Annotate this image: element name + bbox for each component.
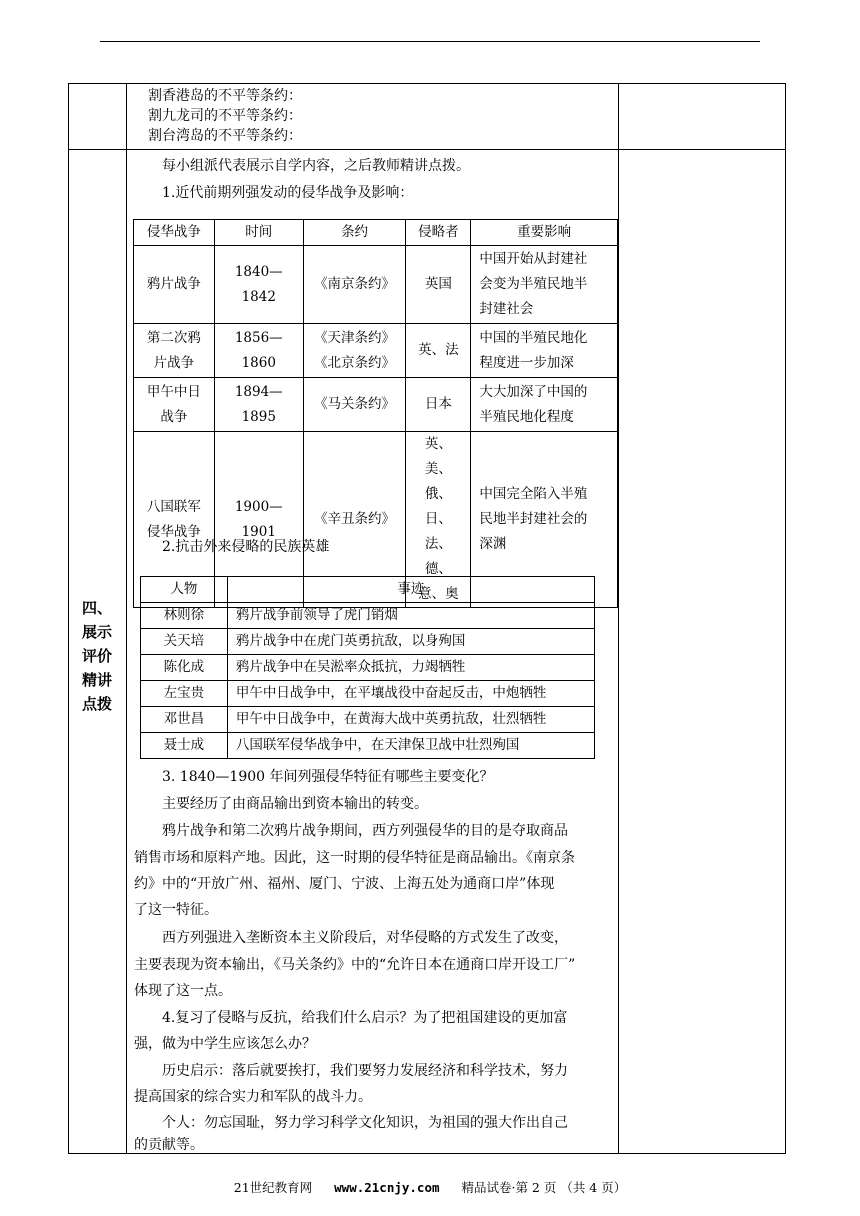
section-label-line: 精讲 xyxy=(81,671,112,689)
q3-line: 销售市场和原料产地。因此，这一时期的侵华特征是商品输出。《南京条 xyxy=(134,850,575,866)
q3-line: 约》中的“开放广州、福州、厦门、宁波、上海五处为通商口岸”体现 xyxy=(134,876,555,892)
hero-name: 邓世昌 xyxy=(141,707,228,733)
header-cell: 条约 xyxy=(303,220,406,246)
impact-cell xyxy=(471,324,618,378)
impact-line: 中国开始从封建社 xyxy=(479,251,588,267)
treaty-cell xyxy=(303,246,406,324)
footer-site-link[interactable]: www.21cnjy.com xyxy=(334,1180,440,1195)
q1-title: 1.近代前期列强发动的侵华战争及影响： xyxy=(162,185,414,201)
header-cell: 侵华战争 xyxy=(134,220,215,246)
impact-line: 会变为半殖民地半 xyxy=(479,276,588,292)
hero-name: 左宝贵 xyxy=(141,681,228,707)
section-label-line: 四、 xyxy=(81,599,112,617)
hero-name: 聂士成 xyxy=(141,733,228,759)
war-cell xyxy=(134,246,215,324)
impact-line: 中国的半殖民地化 xyxy=(479,329,588,346)
time-cell: 1900—1901 xyxy=(214,432,303,608)
hero-deed: 甲午中日战争中，在黄海大战中英勇抗敌，壮烈牺牲 xyxy=(227,707,594,733)
hero-deed: 鸦片战争前领导了虎门销烟 xyxy=(227,603,594,629)
hero-deed: 鸦片战争中在吴淞率众抵抗，力竭牺牲 xyxy=(227,655,594,681)
hero-deed: 八国联军侵华战争中，在天津保卫战中壮烈殉国 xyxy=(227,733,594,759)
hero-table xyxy=(140,576,595,759)
war-name: 第二次鸦 xyxy=(146,329,201,346)
impact-line: 程度进一步加深 xyxy=(479,354,574,371)
treaty-name: 《北京条约》 xyxy=(314,354,396,371)
invader-name: 法、德、 xyxy=(424,536,452,577)
impact-line: 深渊 xyxy=(479,536,507,552)
hero-deed: 甲午中日战争中，在平壤战役中奋起反击，中炮牺牲 xyxy=(227,681,594,707)
header-rule xyxy=(100,41,760,42)
table-row xyxy=(134,246,618,324)
header-cell: 时间 xyxy=(214,220,303,246)
war-cell xyxy=(134,324,215,378)
treaty-name: 《天津条约》 xyxy=(314,329,396,346)
table-row xyxy=(141,629,595,655)
impact-line: 半殖民地化程度 xyxy=(479,408,574,425)
invader-name: 英、法 xyxy=(418,342,459,358)
section-label-line: 点拨 xyxy=(81,695,112,713)
invader-name: 日本 xyxy=(424,396,452,412)
treaty-name: 《马关条约》 xyxy=(314,396,396,412)
war-name: 片战争 xyxy=(153,354,195,371)
impact-cell xyxy=(471,378,618,432)
header-cell: 侵略者 xyxy=(406,220,471,246)
table-row xyxy=(141,733,595,759)
footer-brand: 21世纪教育网 xyxy=(233,1180,313,1195)
invader-cell xyxy=(406,324,471,378)
q4-title-line: 4.复习了侵略与反抗，给我们什么启示？为了把祖国建设的更加富 xyxy=(162,1010,568,1026)
hero-name: 关天培 xyxy=(141,629,228,655)
war-cell xyxy=(134,378,215,432)
invader-name: 英、美、 xyxy=(424,436,452,477)
war-name: 战争 xyxy=(160,408,188,425)
table-row xyxy=(134,378,618,432)
impact-line: 中国完全陷入半殖 xyxy=(479,486,588,502)
hero-name: 陈化成 xyxy=(141,655,228,681)
time-cell: 1894—1895 xyxy=(214,378,303,432)
q3-line: 主要经历了由商品输出到资本输出的转变。 xyxy=(162,796,428,812)
q3-line: 西方列强进入垄断资本主义阶段后，对华侵略的方式发生了改变， xyxy=(162,930,568,946)
section-label-line: 展示 xyxy=(81,623,112,641)
q3-line: 体现了这一点。 xyxy=(134,983,232,999)
treaty-cell xyxy=(303,324,406,378)
intro-text: 每小组派代表展示自学内容，之后教师精讲点拨。 xyxy=(162,158,470,174)
hero-table-header xyxy=(141,577,595,603)
frame-top xyxy=(68,83,786,84)
invader-cell xyxy=(406,246,471,324)
war-table-header xyxy=(134,220,618,246)
frame-col3 xyxy=(618,83,619,1154)
war-name: 甲午中日 xyxy=(146,383,201,400)
hero-deed: 鸦片战争中在虎门英勇抗敌，以身殉国 xyxy=(227,629,594,655)
q3-line: 鸦片战争和第二次鸦片战争期间，西方列强侵华的目的是夺取商品 xyxy=(162,823,568,839)
page-footer xyxy=(0,1178,860,1196)
section-label xyxy=(68,596,126,716)
section-label-line: 评价 xyxy=(81,647,112,665)
treaty-cell xyxy=(303,378,406,432)
treaty-name: 《南京条约》 xyxy=(314,276,396,292)
header-cell: 重要影响 xyxy=(471,220,618,246)
q4-line: 个人：勿忘国耻，努力学习科学文化知识，为祖国的强大作出自己 xyxy=(162,1115,568,1131)
top-line-2: 割九龙司的不平等条约： xyxy=(148,108,302,124)
q4-line: 提高国家的综合实力和军队的战斗力。 xyxy=(134,1089,372,1105)
time-cell: 1840—1842 xyxy=(214,246,303,324)
invader-name: 英国 xyxy=(424,276,452,292)
war-name: 侵华战争 xyxy=(146,523,201,540)
q4-line: 历史启示：落后就要挨打，我们要努力发展经济和科学技术，努力 xyxy=(162,1063,568,1079)
hero-name: 林则徐 xyxy=(141,603,228,629)
frame-right xyxy=(785,83,786,1154)
q4-line: 的贡献等。 xyxy=(134,1137,204,1153)
invader-name: 俄、日、 xyxy=(424,486,452,527)
war-name: 八国联军 xyxy=(146,498,201,515)
table-row xyxy=(141,681,595,707)
q3-title: 3. 1840—1900 年间列强侵华特征有哪些主要变化？ xyxy=(162,769,494,785)
table-row xyxy=(141,603,595,629)
time-cell: 1856—1860 xyxy=(214,324,303,378)
invader-cell xyxy=(406,378,471,432)
invader-name: 意、奥 xyxy=(418,586,459,602)
header-cell: 人物 xyxy=(141,577,228,603)
frame-col2 xyxy=(126,83,127,1154)
header-cell: 事迹 xyxy=(227,577,594,603)
impact-line: 封建社会 xyxy=(479,301,534,317)
q3-line: 主要表现为资本输出，《马关条约》中的“允许日本在通商口岸开设工厂” xyxy=(134,957,576,973)
table-row xyxy=(141,655,595,681)
impact-cell xyxy=(471,246,618,324)
q4-title-line: 强，做为中学生应该怎么办？ xyxy=(134,1036,316,1052)
top-line-3: 割台湾岛的不平等条约： xyxy=(148,128,302,144)
treaty-name: 《辛丑条约》 xyxy=(314,511,396,527)
top-line-1: 割香港岛的不平等条约： xyxy=(148,88,302,104)
table-row xyxy=(134,324,618,378)
table-row xyxy=(141,707,595,733)
q3-line: 了这一特征。 xyxy=(134,902,218,918)
footer-page-info: 精品试卷·第 2 页 （共 4 页） xyxy=(461,1180,627,1195)
impact-line: 民地半封建社会的 xyxy=(479,511,588,527)
war-name: 鸦片战争 xyxy=(146,276,201,292)
impact-line: 大大加深了中国的 xyxy=(479,383,588,400)
frame-row-divider xyxy=(68,149,786,150)
q2-title: 2.抗击外来侵略的民族英雄 xyxy=(162,539,330,555)
